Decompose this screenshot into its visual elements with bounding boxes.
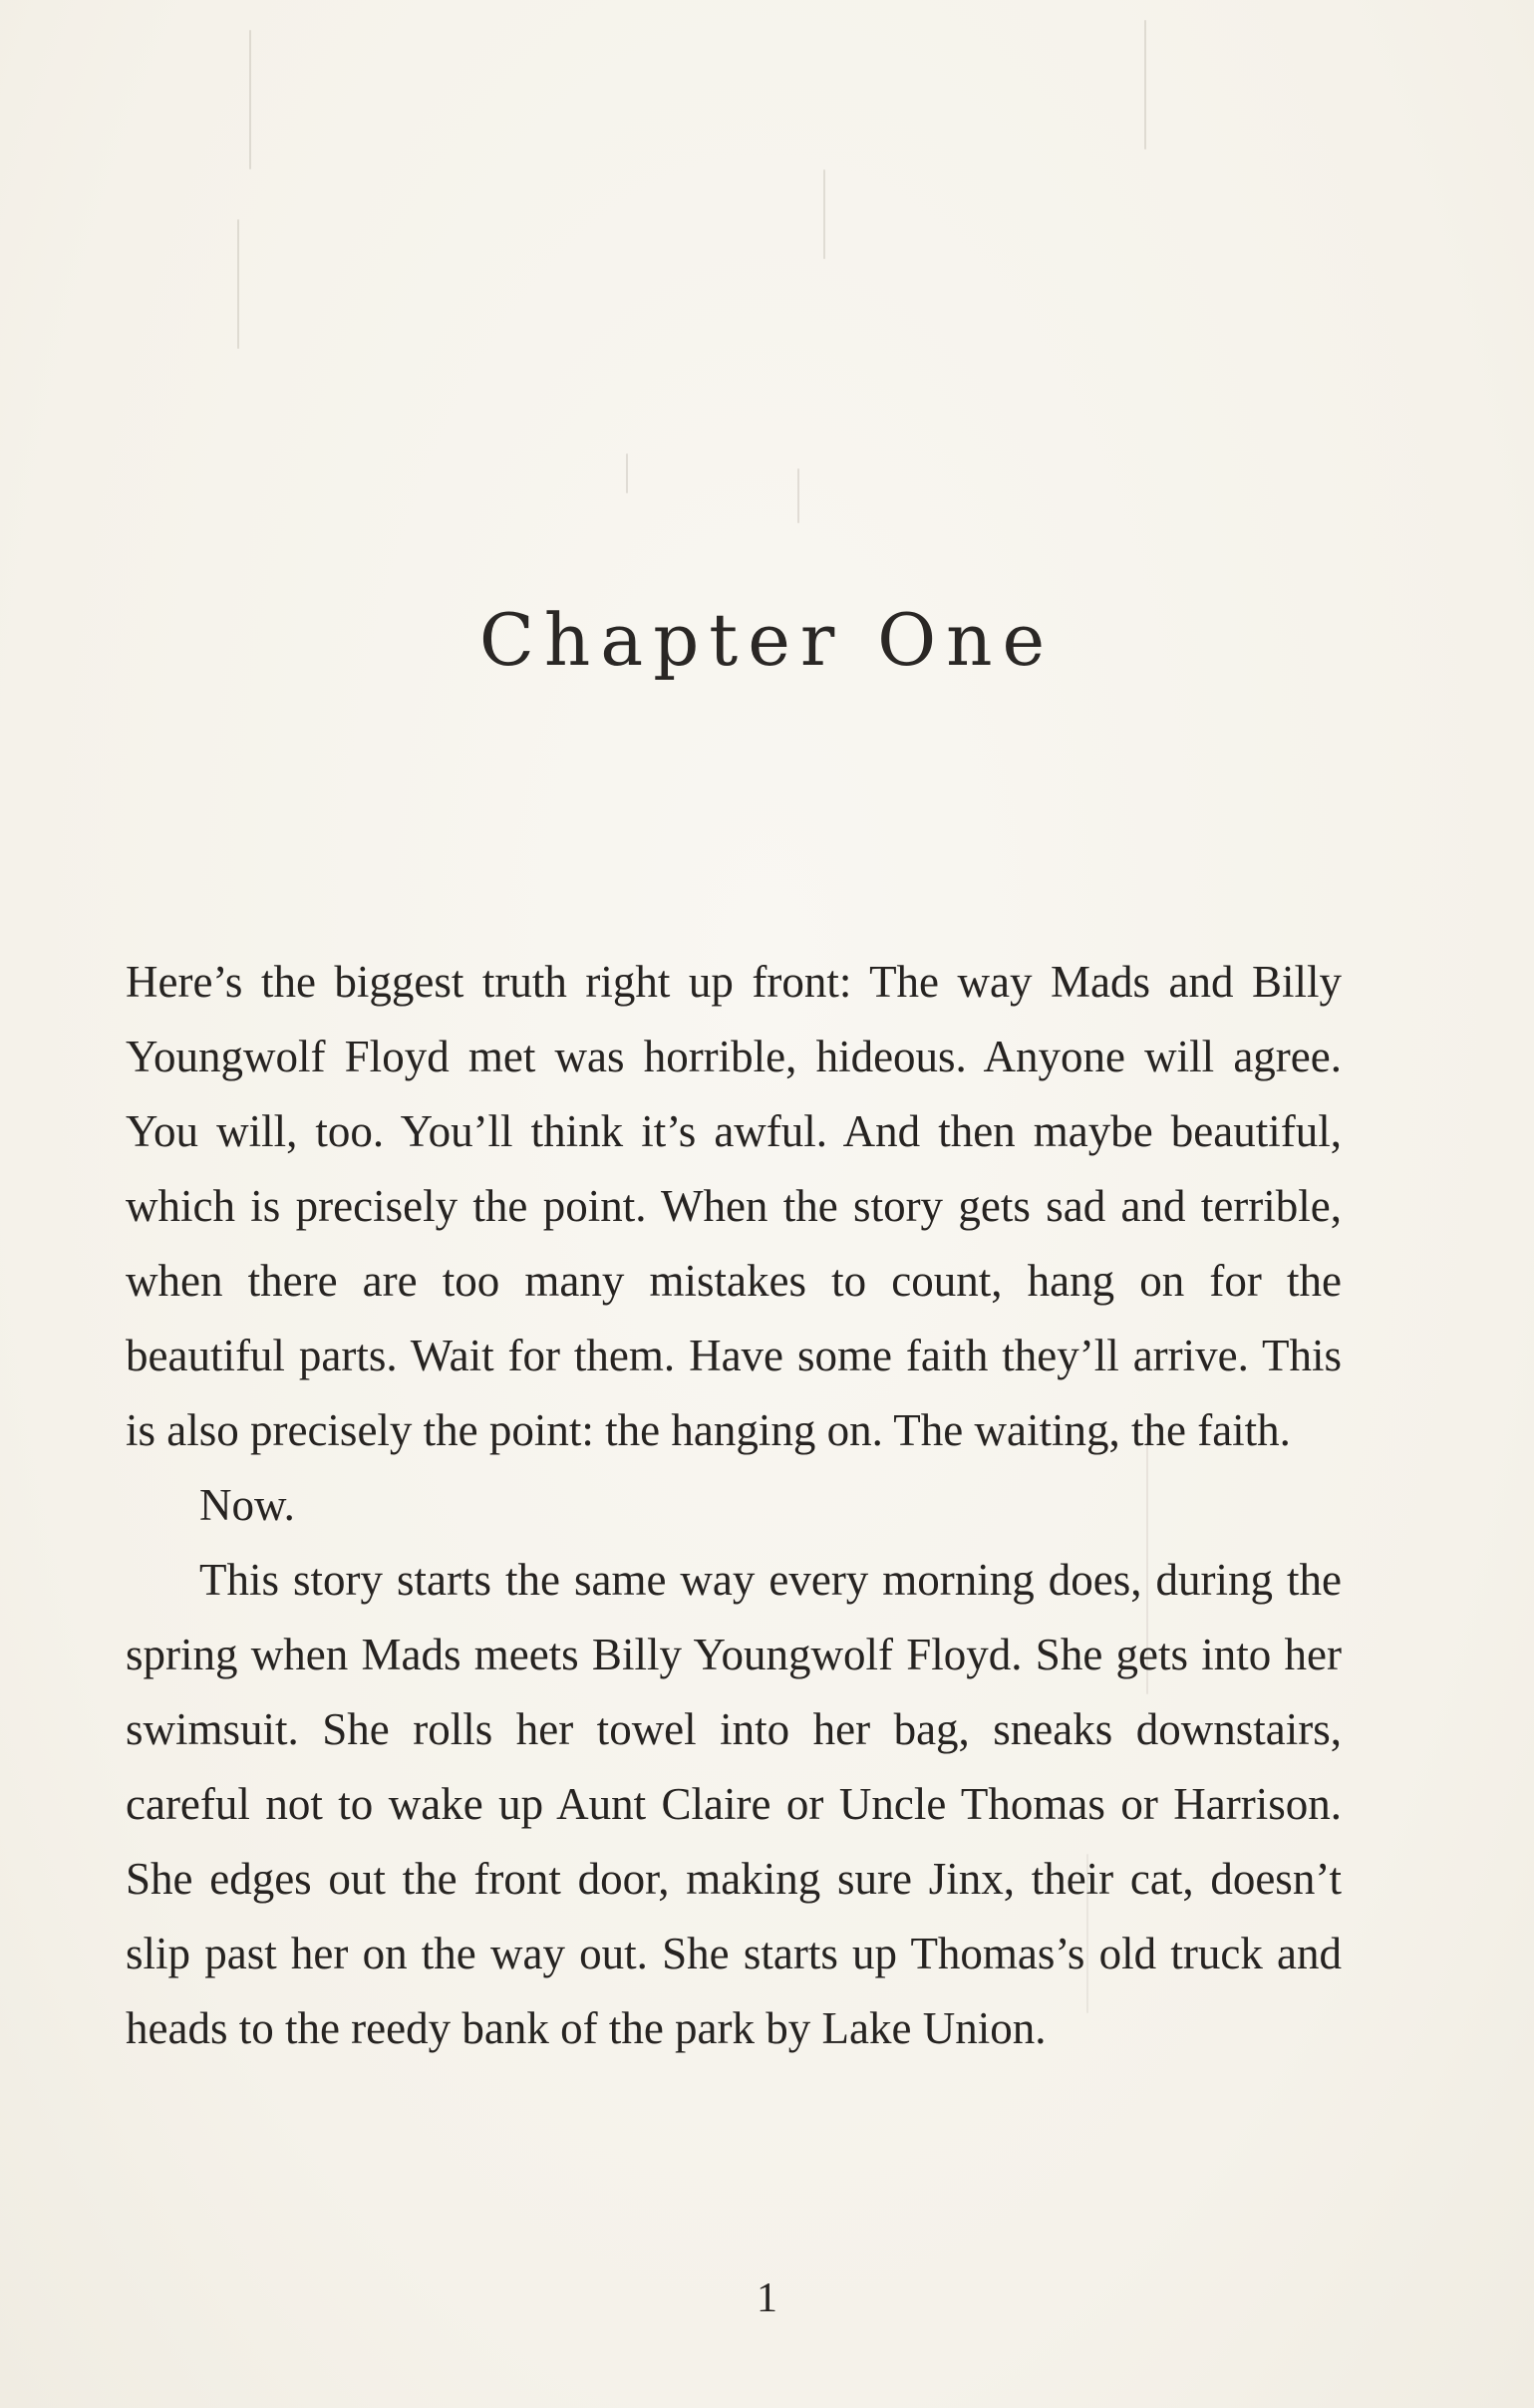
scan-mark bbox=[1144, 20, 1146, 150]
scan-mark bbox=[626, 453, 628, 493]
scan-mark bbox=[823, 169, 825, 259]
paragraph-story-start: This story starts the same way every morning does, during the spring when Mads meets Billy Youngwolf Floyd. She gets into her swimsuit. She rolls her towel into her bag, sneaks downstairs, careful not to wake up Aunt Claire or Uncle Thomas or Harrison. She edges out the front door, making sure Jinx, their cat, doesn’t slip past her on the way out. She starts up Thomas’s old truck and heads to the reedy bank of the park by Lake Union. bbox=[126, 1555, 1342, 2053]
scan-mark bbox=[797, 468, 799, 523]
scan-mark bbox=[249, 30, 251, 169]
chapter-title: Chapter One bbox=[478, 598, 1056, 682]
chapter-body bbox=[126, 945, 1342, 2066]
paragraph-now: Now. bbox=[199, 1480, 295, 1530]
page-number: 1 bbox=[757, 2275, 777, 2321]
scan-mark bbox=[237, 219, 239, 349]
paragraph-opening: Here’s the biggest truth right up front: The way Mads and Billy Youngwolf Floyd met was horrible, hideous. Anyone will agree. You will, too. You’ll think it’s awful. And then maybe beautiful, which is precisely the point. When the story gets sad and terrible, when there are too many mistakes to count, hang on for the beautiful parts. Wait for them. Have some faith they’ll arrive. This is also precisely the point: the hanging on. The waiting, the faith. bbox=[126, 957, 1342, 1455]
